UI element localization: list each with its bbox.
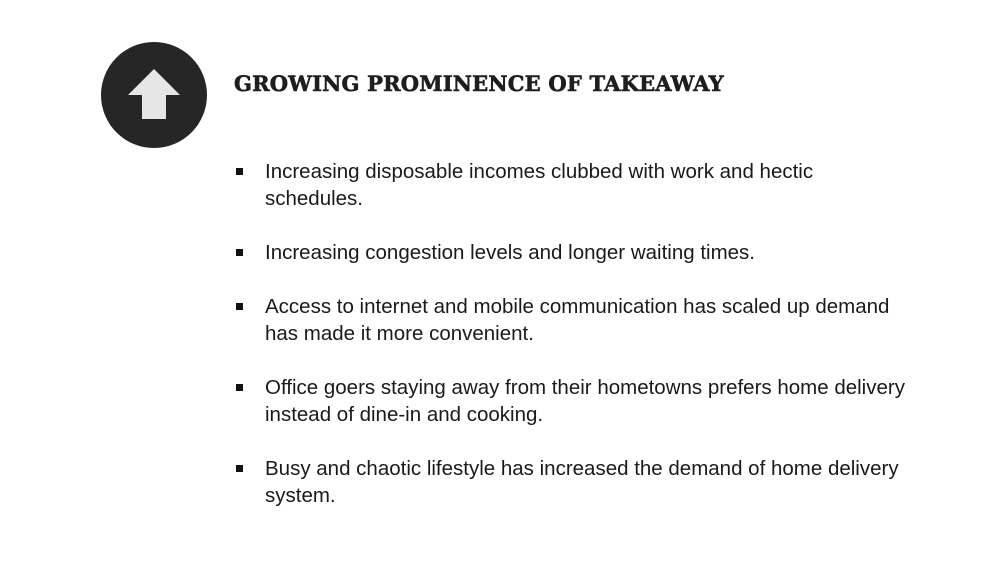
square-bullet-icon: [236, 465, 243, 472]
up-arrow-badge: [101, 42, 207, 148]
square-bullet-icon: [236, 249, 243, 256]
square-bullet-icon: [236, 303, 243, 310]
up-arrow-shape: [128, 69, 180, 119]
bullet-text: Access to internet and mobile communication has scaled up demand has made it more convenient.: [265, 295, 890, 345]
square-bullet-icon: [236, 384, 243, 391]
bullet-item: [234, 293, 914, 347]
bullet-item: [234, 455, 914, 509]
bullet-text: Increasing disposable incomes clubbed with work and hectic schedules.: [265, 160, 814, 210]
bullet-text: Busy and chaotic lifestyle has increased the demand of home delivery system.: [265, 457, 899, 507]
bullet-item: [234, 374, 914, 428]
bullet-list: [234, 158, 914, 536]
square-bullet-icon: [236, 168, 243, 175]
bullet-item: [234, 158, 914, 212]
bullet-text: Increasing congestion levels and longer waiting times.: [265, 241, 755, 264]
slide-title: GROWING PROMINENCE OF TAKEAWAY: [234, 71, 724, 96]
bullet-item: [234, 239, 914, 266]
up-arrow-icon: [101, 42, 207, 148]
bullet-text: Office goers staying away from their hometowns prefers home delivery instead of dine-in and cooking.: [265, 376, 905, 426]
